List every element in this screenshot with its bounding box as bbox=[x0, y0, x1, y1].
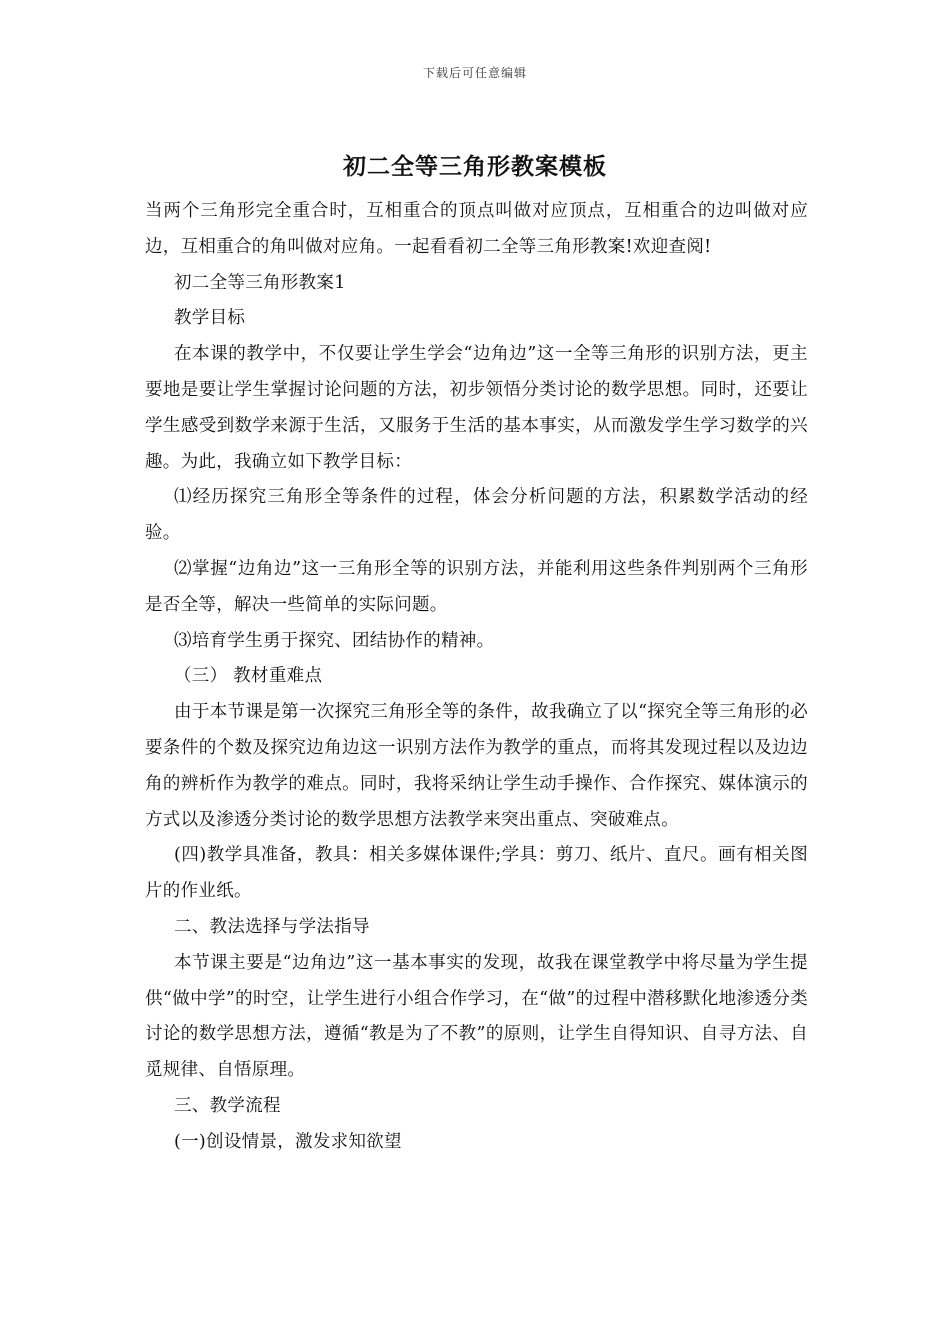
section-heading-process: 三、教学流程 bbox=[174, 1095, 281, 1116]
materials-paragraph: (四)教学具准备，教具：相关多媒体课件;学具：剪刀、纸片、直尺。画有相关图片的作业纸。 bbox=[145, 845, 808, 902]
document-title: 初二全等三角形教案模板 bbox=[343, 153, 607, 180]
header-note: 下载后可任意编辑 bbox=[422, 66, 527, 80]
methods-paragraph: 本节课主要是“边角边”这一基本事实的发现，故我在课堂教学中将尽量为学生提供“做中学”的时空，让学生进行小组合作学习，在“做”的过程中潜移默化地渗透分类讨论的数学思想方法，遵循“教是为了不教”的原则，让学生自得知识、自寻方法、自觅规律、自悟原理。 bbox=[145, 952, 808, 1081]
section-heading-objectives: 教学目标 bbox=[174, 308, 246, 329]
objectives-paragraph: 在本课的教学中，不仅要让学生学会“边角边”这一全等三角形的识别方法，更主要地是要让学生掌握讨论问题的方法，初步领悟分类讨论的数学思想。同时，还要让学生感受到数学来源于生活，又服务于生活的基本事实，从而激发学生学习数学的兴趣。为此，我确立如下教学目标： bbox=[145, 344, 808, 472]
process-step-1: (一)创设情景，激发求知欲望 bbox=[174, 1131, 402, 1152]
section-heading-lesson-1: 初二全等三角形教案1 bbox=[174, 272, 346, 293]
objective-item-2: ⑵掌握“边角边”这一三角形全等的识别方法，并能利用这些条件判别两个三角形是否全等，解决一些简单的实际问题。 bbox=[145, 558, 808, 615]
section-heading-methods: 二、教法选择与学法指导 bbox=[174, 916, 370, 937]
objective-item-3: ⑶培育学生勇于探究、团结协作的精神。 bbox=[174, 630, 495, 651]
intro-paragraph: 当两个三角形完全重合时，互相重合的顶点叫做对应顶点，互相重合的边叫做对应边，互相重合的角叫做对应角。一起看看初二全等三角形教案!欢迎查阅! bbox=[145, 201, 808, 257]
section-heading-key-points: （三） 教材重难点 bbox=[174, 666, 323, 687]
document-body bbox=[145, 194, 808, 1161]
key-points-paragraph: 由于本节课是第一次探究三角形全等的条件，故我确立了以“探究全等三角形的必要条件的个数及探究边角边这一识别方法作为教学的重点，而将其发现过程以及边边角的辨析作为教学的难点。同时，我将采纳让学生动手操作、合作探究、媒体演示的方式以及渗透分类讨论的数学思想方法教学来突出重点、突破难点。 bbox=[145, 702, 808, 830]
objective-item-1: ⑴经历探究三角形全等条件的过程，体会分析问题的方法，积累数学活动的经验。 bbox=[145, 487, 808, 544]
